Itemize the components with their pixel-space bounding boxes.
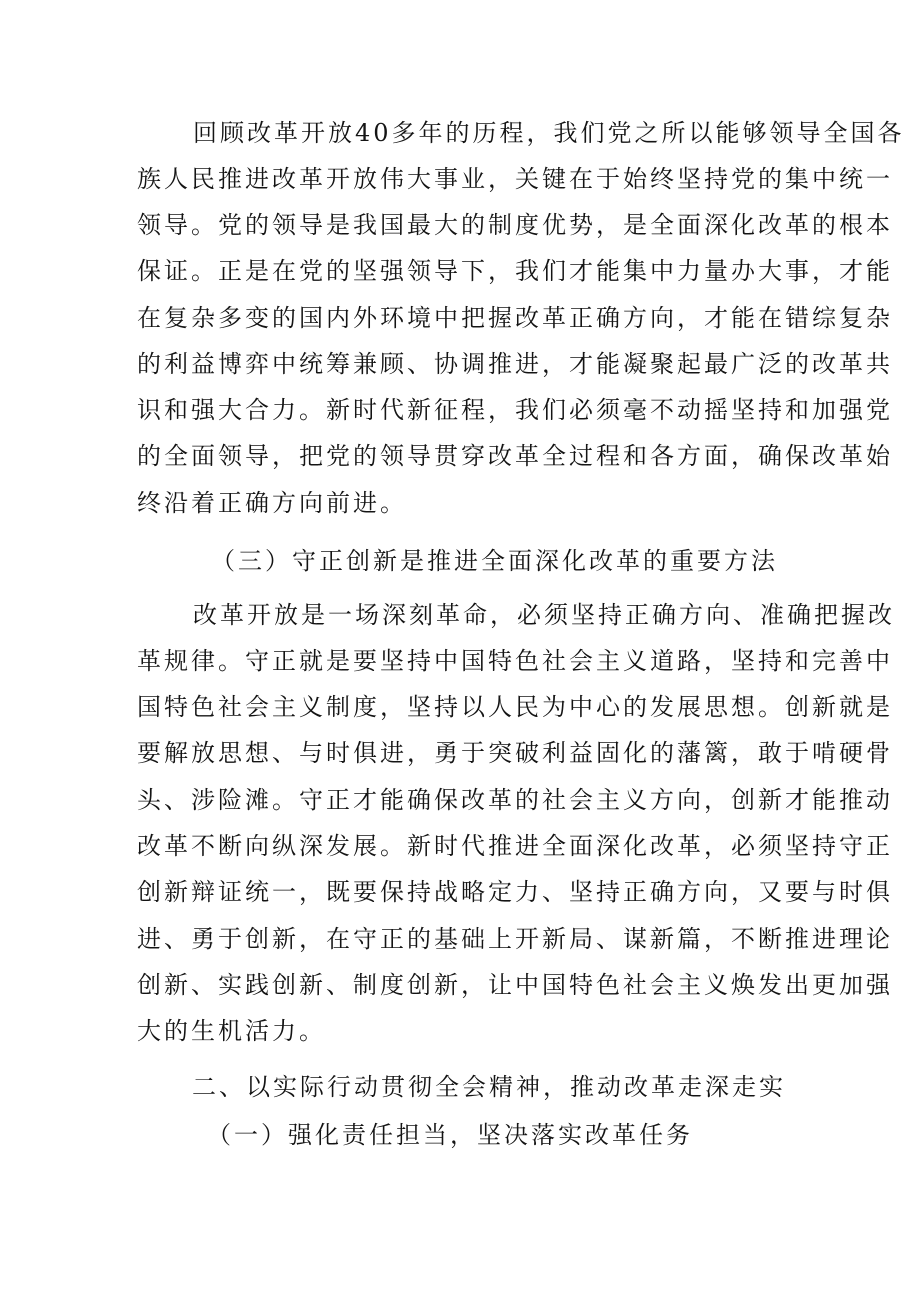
paragraph-line: 国特色社会主义制度，坚持以人民为中心的发展思想。创新就是 xyxy=(137,693,893,721)
paragraph-line: 头、涉险滩。守正才能确保改革的社会主义方向，创新才能推动 xyxy=(137,786,893,814)
paragraph-line: 改革不断向纵深发展。新时代推进全面深化改革，必须坚持守正 xyxy=(137,832,893,860)
paragraph-line: 的利益博弈中统筹兼顾、协调推进，才能凝聚起最广泛的改革共 xyxy=(137,350,893,378)
paragraph-line: 创新、实践创新、制度创新，让中国特色社会主义焕发出更加强 xyxy=(137,971,893,999)
paragraph-line: 终沿着正确方向前进。 xyxy=(137,489,407,517)
paragraph-line: 识和强大合力。新时代新征程，我们必须毫不动摇坚持和加强党 xyxy=(137,396,893,424)
paragraph-line: 改革开放是一场深刻革命，必须坚持正确方向、准确把握改 xyxy=(193,601,895,629)
paragraph-line: 的全面领导，把党的领导贯穿改革全过程和各方面，确保改革始 xyxy=(137,442,893,470)
paragraph-line: 回顾改革开放40多年的历程，我们党之所以能够领导全国各 xyxy=(193,119,905,147)
paragraph-line: 领导。党的领导是我国最大的制度优势，是全面深化改革的根本 xyxy=(137,211,893,239)
paragraph-line: 族人民推进改革开放伟大事业，关键在于始终坚持党的集中统一 xyxy=(137,165,893,193)
paragraph-line: 革规律。守正就是要坚持中国特色社会主义道路，坚持和完善中 xyxy=(137,647,893,675)
paragraph-line: 创新辩证统一，既要保持战略定力、坚持正确方向，又要与时俱 xyxy=(137,878,893,906)
section-subheading: （三）守正创新是推进全面深化改革的重要方法 xyxy=(211,547,778,575)
section-heading: 二、以实际行动贯彻全会精神，推动改革走深走实 xyxy=(192,1073,786,1101)
paragraph-line: 进、勇于创新，在守正的基础上开新局、谋新篇，不断推进理论 xyxy=(137,925,893,953)
section-subheading: （一）强化责任担当，坚决落实改革任务 xyxy=(207,1121,693,1149)
paragraph-line: 大的生机活力。 xyxy=(137,1017,326,1045)
paragraph-line: 要解放思想、与时俱进，勇于突破利益固化的藩篱，敢于啃硬骨 xyxy=(137,739,893,767)
paragraph-line: 在复杂多变的国内外环境中把握改革正确方向，才能在错综复杂 xyxy=(137,304,893,332)
paragraph-line: 保证。正是在党的坚强领导下，我们才能集中力量办大事，才能 xyxy=(137,257,893,285)
